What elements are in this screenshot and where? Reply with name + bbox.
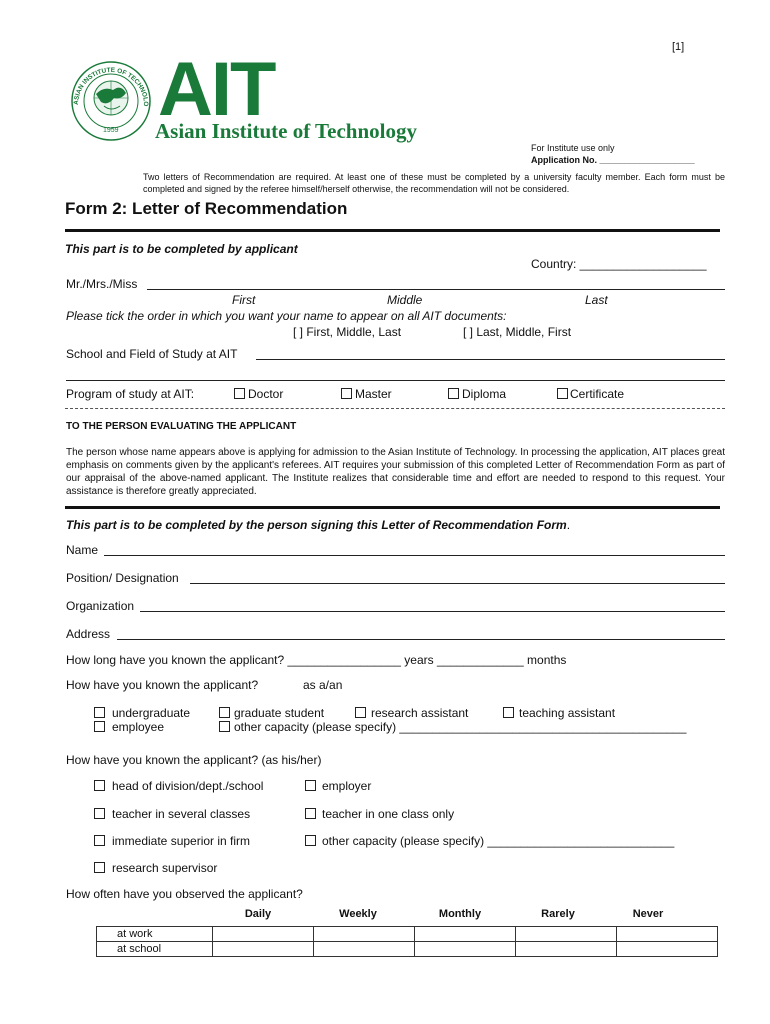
program-label: Program of study at AIT: (66, 387, 195, 401)
research-supervisor-checkbox[interactable] (94, 862, 105, 873)
svg-text:ASIAN INSTITUTE OF TECHNOLOGY: ASIAN INSTITUTE OF TECHNOLO (72, 66, 150, 107)
diploma-label: Diploma (462, 387, 507, 401)
application-number-field[interactable] (531, 155, 695, 165)
other-relation-checkbox[interactable] (305, 835, 316, 846)
teacher-one-checkbox[interactable] (305, 808, 316, 819)
head-of-division-checkbox[interactable] (94, 780, 105, 791)
referee-name-label: Name (66, 543, 99, 557)
known-as-label: How have you known the applicant? (as his/her) (66, 753, 322, 767)
undergraduate-checkbox[interactable] (94, 707, 105, 718)
freq-header-never: Never (632, 908, 664, 920)
cell-school-rarely[interactable] (516, 942, 617, 957)
frequency-table (96, 926, 718, 957)
other-capacity-checkbox[interactable] (219, 721, 230, 732)
head-of-division-label: head of division/dept./school (112, 779, 264, 793)
cell-work-rarely[interactable] (516, 927, 617, 942)
page-number: [1] (672, 41, 685, 53)
name-label: Mr./Mrs./Miss (66, 277, 138, 291)
undergraduate-label: undergraduate (112, 706, 191, 720)
ait-wordmark: AIT (158, 47, 275, 132)
school-input-line-2[interactable] (66, 380, 725, 381)
school-field-label: School and Field of Study at AIT (66, 347, 238, 361)
cell-school-daily[interactable] (213, 942, 314, 957)
immediate-superior-checkbox[interactable] (94, 835, 105, 846)
order-option-last-middle-first[interactable]: [ ] Last, Middle, First (463, 325, 572, 339)
graduate-student-checkbox[interactable] (219, 707, 230, 718)
master-checkbox[interactable] (341, 388, 352, 399)
evaluator-heading: TO THE PERSON EVALUATING THE APPLICANT (66, 421, 297, 432)
master-label: Master (355, 387, 392, 401)
address-label: Address (66, 627, 111, 641)
cell-work-daily[interactable] (213, 927, 314, 942)
applicant-section-heading: This part is to be completed by applicant (65, 242, 298, 256)
organization-line[interactable] (140, 611, 725, 612)
referee-rule (65, 506, 720, 509)
as-a-an-label: as a/an (303, 678, 343, 692)
teacher-several-checkbox[interactable] (94, 808, 105, 819)
freq-header-daily: Daily (244, 908, 272, 920)
order-option-first-middle-last[interactable]: [ ] First, Middle, Last (293, 325, 402, 339)
table-row (97, 942, 718, 957)
ait-seal-logo (66, 60, 156, 142)
graduate-student-label: graduate student (234, 706, 325, 720)
employee-label: employee (112, 720, 165, 734)
teacher-one-label: teacher in one class only (322, 807, 455, 821)
last-name-caption: Last (585, 293, 608, 307)
research-supervisor-label: research supervisor (112, 861, 218, 875)
row-label-at-work: at work (97, 927, 213, 942)
section-divider (65, 408, 725, 409)
other-relation-label[interactable]: other capacity (please specify) ____________________________ (322, 834, 675, 848)
observed-prompt: How often have you observed the applicant? (66, 887, 303, 901)
school-input-line[interactable] (256, 359, 725, 360)
cell-work-never[interactable] (617, 927, 718, 942)
immediate-superior-label: immediate superior in firm (112, 834, 251, 848)
form-title: Form 2: Letter of Recommendation (65, 199, 348, 218)
cell-school-never[interactable] (617, 942, 718, 957)
employer-checkbox[interactable] (305, 780, 316, 791)
first-name-caption: First (232, 293, 256, 307)
intro-text: Two letters of Recommendation are required. At least one of these must be completed by a university faculty member. Each form must be completed and signed by the referee himself/herself otherwise, the recommendation will not be considered. (143, 172, 725, 194)
position-label: Position/ Designation (66, 571, 179, 585)
title-rule (65, 229, 720, 232)
address-line[interactable] (117, 639, 725, 640)
freq-header-monthly: Monthly (438, 908, 482, 920)
institute-name: Asian Institute of Technology (155, 119, 417, 143)
institute-use-label: For Institute use only (531, 143, 615, 153)
cell-work-weekly[interactable] (314, 927, 415, 942)
country-field[interactable]: Country: ___________________ (531, 257, 707, 271)
research-assistant-label: research assistant (371, 706, 469, 720)
cell-school-weekly[interactable] (314, 942, 415, 957)
table-row (97, 927, 718, 942)
freq-header-weekly: Weekly (339, 908, 377, 920)
freq-header-rarely: Rarely (541, 908, 575, 920)
research-assistant-checkbox[interactable] (355, 707, 366, 718)
svg-text:1959: 1959 (103, 127, 119, 134)
cell-school-monthly[interactable] (415, 942, 516, 957)
middle-name-caption: Middle (387, 293, 423, 307)
evaluator-paragraph: The person whose name appears above is applying for admission to the Asian Institute of Technology. In processing the application, AIT places great emphasis on comments given by the applicant's referees. AIT requires your submission of this completed Letter of Recommendation Form as part of our appraisal of the above-named applicant. The Institute realizes that considerable time and effort are needed to respond to this request. Your assistance is therefore greatly appreciated. (66, 447, 725, 497)
row-label-at-school: at school (97, 942, 213, 957)
other-capacity-label[interactable]: other capacity (please specify) ___________________________________________ (234, 720, 687, 734)
known-duration-field[interactable]: How long have you known the applicant? _________________ years _____________ months (66, 653, 567, 667)
organization-label: Organization (66, 599, 135, 613)
known-how-label: How have you known the applicant? (66, 678, 259, 692)
cell-work-monthly[interactable] (415, 927, 516, 942)
name-order-prompt: Please tick the order in which you want your name to appear on all AIT documents: (66, 309, 507, 323)
doctor-label: Doctor (248, 387, 284, 401)
application-number-label: Application No. ___________________ (531, 155, 695, 165)
name-input-line[interactable] (147, 289, 725, 290)
referee-name-line[interactable] (104, 555, 725, 556)
doctor-checkbox[interactable] (234, 388, 245, 399)
teaching-assistant-label: teaching assistant (519, 706, 616, 720)
teaching-assistant-checkbox[interactable] (503, 707, 514, 718)
certificate-checkbox[interactable] (557, 388, 568, 399)
employee-checkbox[interactable] (94, 721, 105, 732)
teacher-several-label: teacher in several classes (112, 807, 251, 821)
employer-label: employer (322, 779, 372, 793)
certificate-label: Certificate (570, 387, 625, 401)
diploma-checkbox[interactable] (448, 388, 459, 399)
referee-section-heading: This part is to be completed by the person signing this Letter of Recommendation Form. (66, 518, 571, 532)
position-line[interactable] (190, 583, 725, 584)
